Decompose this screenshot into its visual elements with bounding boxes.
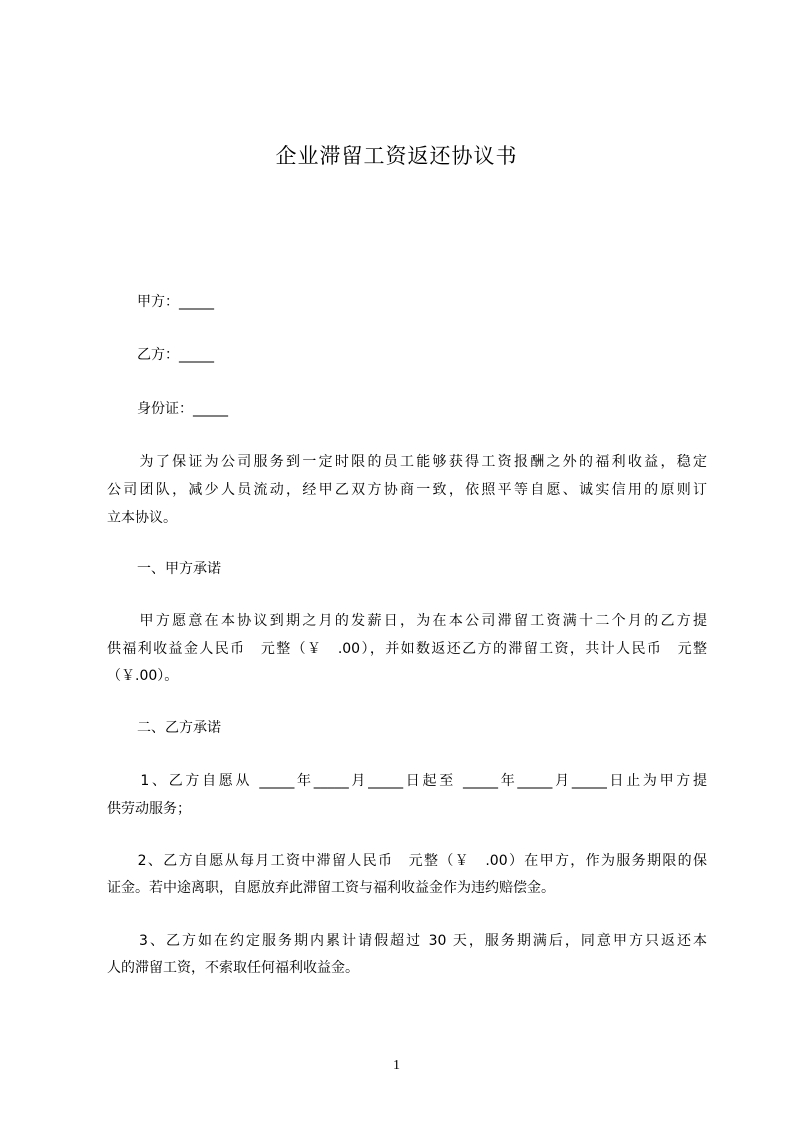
document-title: 企业滞留工资返还协议书 xyxy=(275,144,518,168)
section-2-item-1-line-1: 1、乙方自愿从 _____年_____月_____日起至 _____年_____月_____日止为甲方提 xyxy=(107,773,707,789)
page-number: 1 xyxy=(393,1058,400,1073)
party-a-line: 甲方：_____ xyxy=(137,294,214,310)
section-2-heading: 二、乙方承诺 xyxy=(137,720,221,736)
section-1-line-1: 甲方愿意在本协议到期之月的发薪日，为在本公司滞留工资满十二个月的乙方提 xyxy=(107,613,707,629)
section-2-item-3-line-1: 3、乙方如在约定服务期内累计请假超过 30 天，服务期满后，同意甲方只返还本 xyxy=(107,933,707,949)
section-2-item-1-line-2: 供劳动服务； xyxy=(107,801,191,817)
intro-line-3: 立本协议。 xyxy=(107,510,177,526)
section-2-item-2-line-1: 2、乙方自愿从每月工资中滞留人民币 元整（￥ .00）在甲方，作为服务期限的保 xyxy=(107,853,707,869)
intro-line-1: 为了保证为公司服务到一定时限的员工能够获得工资报酬之外的福利收益，稳定 xyxy=(107,454,707,470)
section-1-heading: 一、甲方承诺 xyxy=(137,561,221,577)
section-2-item-3-line-2: 人的滞留工资，不索取任何福利收益金。 xyxy=(107,960,359,976)
id-card-line: 身份证：_____ xyxy=(137,401,228,417)
section-1-line-2: 供福利收益金人民币 元整（￥ .00），并如数返还乙方的滞留工资，共计人民币 元整 xyxy=(107,641,707,657)
intro-line-2: 公司团队，减少人员流动，经甲乙双方协商一致，依照平等自愿、诚实信用的原则订 xyxy=(107,482,707,498)
party-b-line: 乙方：_____ xyxy=(137,347,214,363)
section-2-item-2-line-2: 证金。若中途离职，自愿放弃此滞留工资与福利收益金作为违约赔偿金。 xyxy=(107,880,555,896)
section-1-line-3: （￥.00）。 xyxy=(107,668,179,684)
